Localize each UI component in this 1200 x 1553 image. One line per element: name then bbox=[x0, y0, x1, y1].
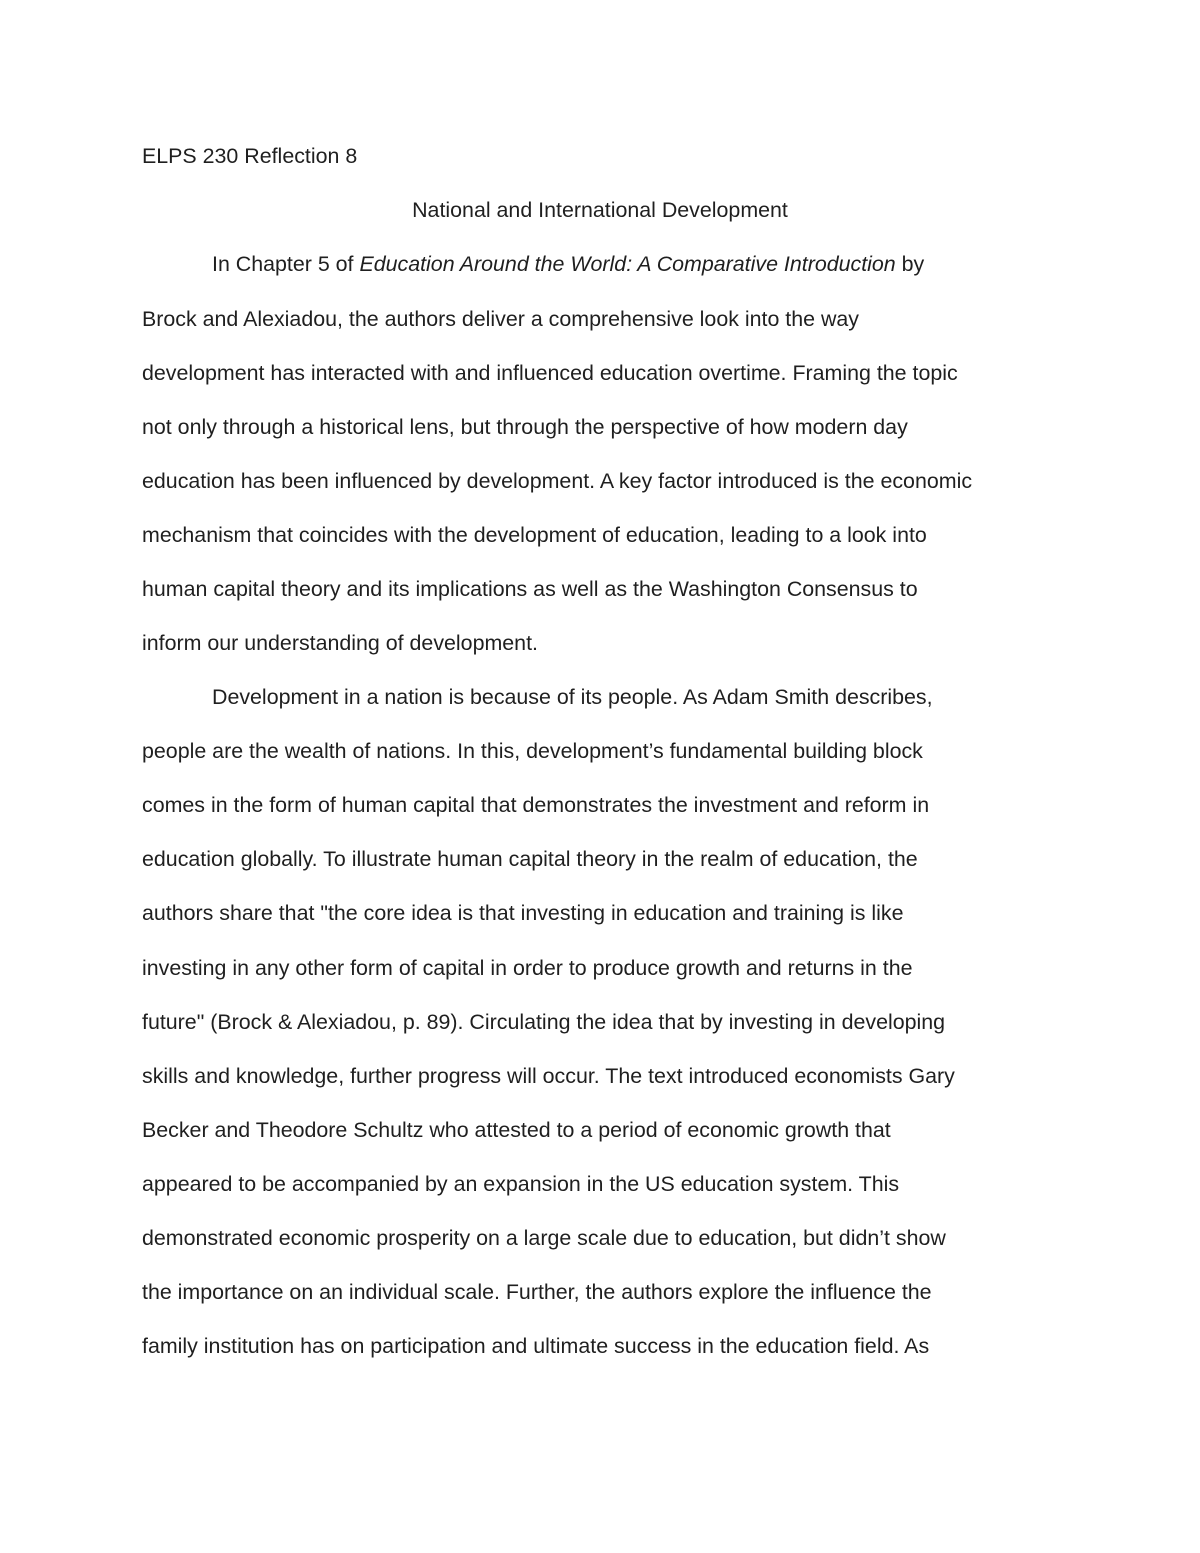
paragraph-1-prefix: In Chapter 5 of bbox=[212, 252, 360, 276]
paragraph-1-line: Brock and Alexiadou, the authors deliver a comprehensive look into the way bbox=[142, 307, 860, 331]
paragraph-2-line: comes in the form of human capital that demonstrates the investment and reform in bbox=[142, 793, 930, 817]
paragraph-1-line: inform our understanding of development. bbox=[142, 631, 538, 655]
paragraph-2-line: skills and knowledge, further progress will occur. The text introduced economists Gary bbox=[142, 1064, 955, 1088]
paragraph-1-line: mechanism that coincides with the development of education, leading to a look into bbox=[142, 523, 927, 547]
paragraph-2-line: investing in any other form of capital in order to produce growth and returns in the bbox=[142, 956, 913, 980]
course-heading: ELPS 230 Reflection 8 bbox=[142, 144, 358, 168]
paragraph-2-line: authors share that "the core idea is that investing in education and training is like bbox=[142, 901, 904, 925]
paragraph-1-line: human capital theory and its implications as well as the Washington Consensus to bbox=[142, 577, 918, 601]
paragraph-2-line: Becker and Theodore Schultz who attested to a period of economic growth that bbox=[142, 1118, 891, 1142]
paragraph-2-line: the importance on an individual scale. Further, the authors explore the influence the bbox=[142, 1280, 932, 1304]
paragraph-1-suffix: by bbox=[895, 252, 925, 276]
paragraph-2-line: appeared to be accompanied by an expansion in the US education system. This bbox=[142, 1172, 900, 1196]
book-title: Education Around the World: A Comparative Introduction bbox=[359, 252, 896, 276]
paragraph-1-line: not only through a historical lens, but through the perspective of how modern day bbox=[142, 415, 908, 439]
paragraph-2-line: people are the wealth of nations. In this, development’s fundamental building block bbox=[142, 739, 923, 763]
paragraph-2-first-line: Development in a nation is because of its people. As Adam Smith describes, bbox=[212, 685, 933, 709]
document-title: National and International Development bbox=[412, 198, 788, 222]
paragraph-1-line: education has been influenced by development. A key factor introduced is the economic bbox=[142, 469, 973, 493]
paragraph-2-line: family institution has on participation and ultimate success in the education field. As bbox=[142, 1334, 930, 1358]
paragraph-1-first-line bbox=[212, 250, 924, 278]
paragraph-2-line: future" (Brock & Alexiadou, p. 89). Circulating the idea that by investing in developing bbox=[142, 1010, 946, 1034]
paragraph-2-line: education globally. To illustrate human capital theory in the realm of education, the bbox=[142, 847, 918, 871]
paragraph-2-line: demonstrated economic prosperity on a large scale due to education, but didn’t show bbox=[142, 1226, 946, 1250]
paragraph-1-line: development has interacted with and influenced education overtime. Framing the topic bbox=[142, 361, 958, 385]
